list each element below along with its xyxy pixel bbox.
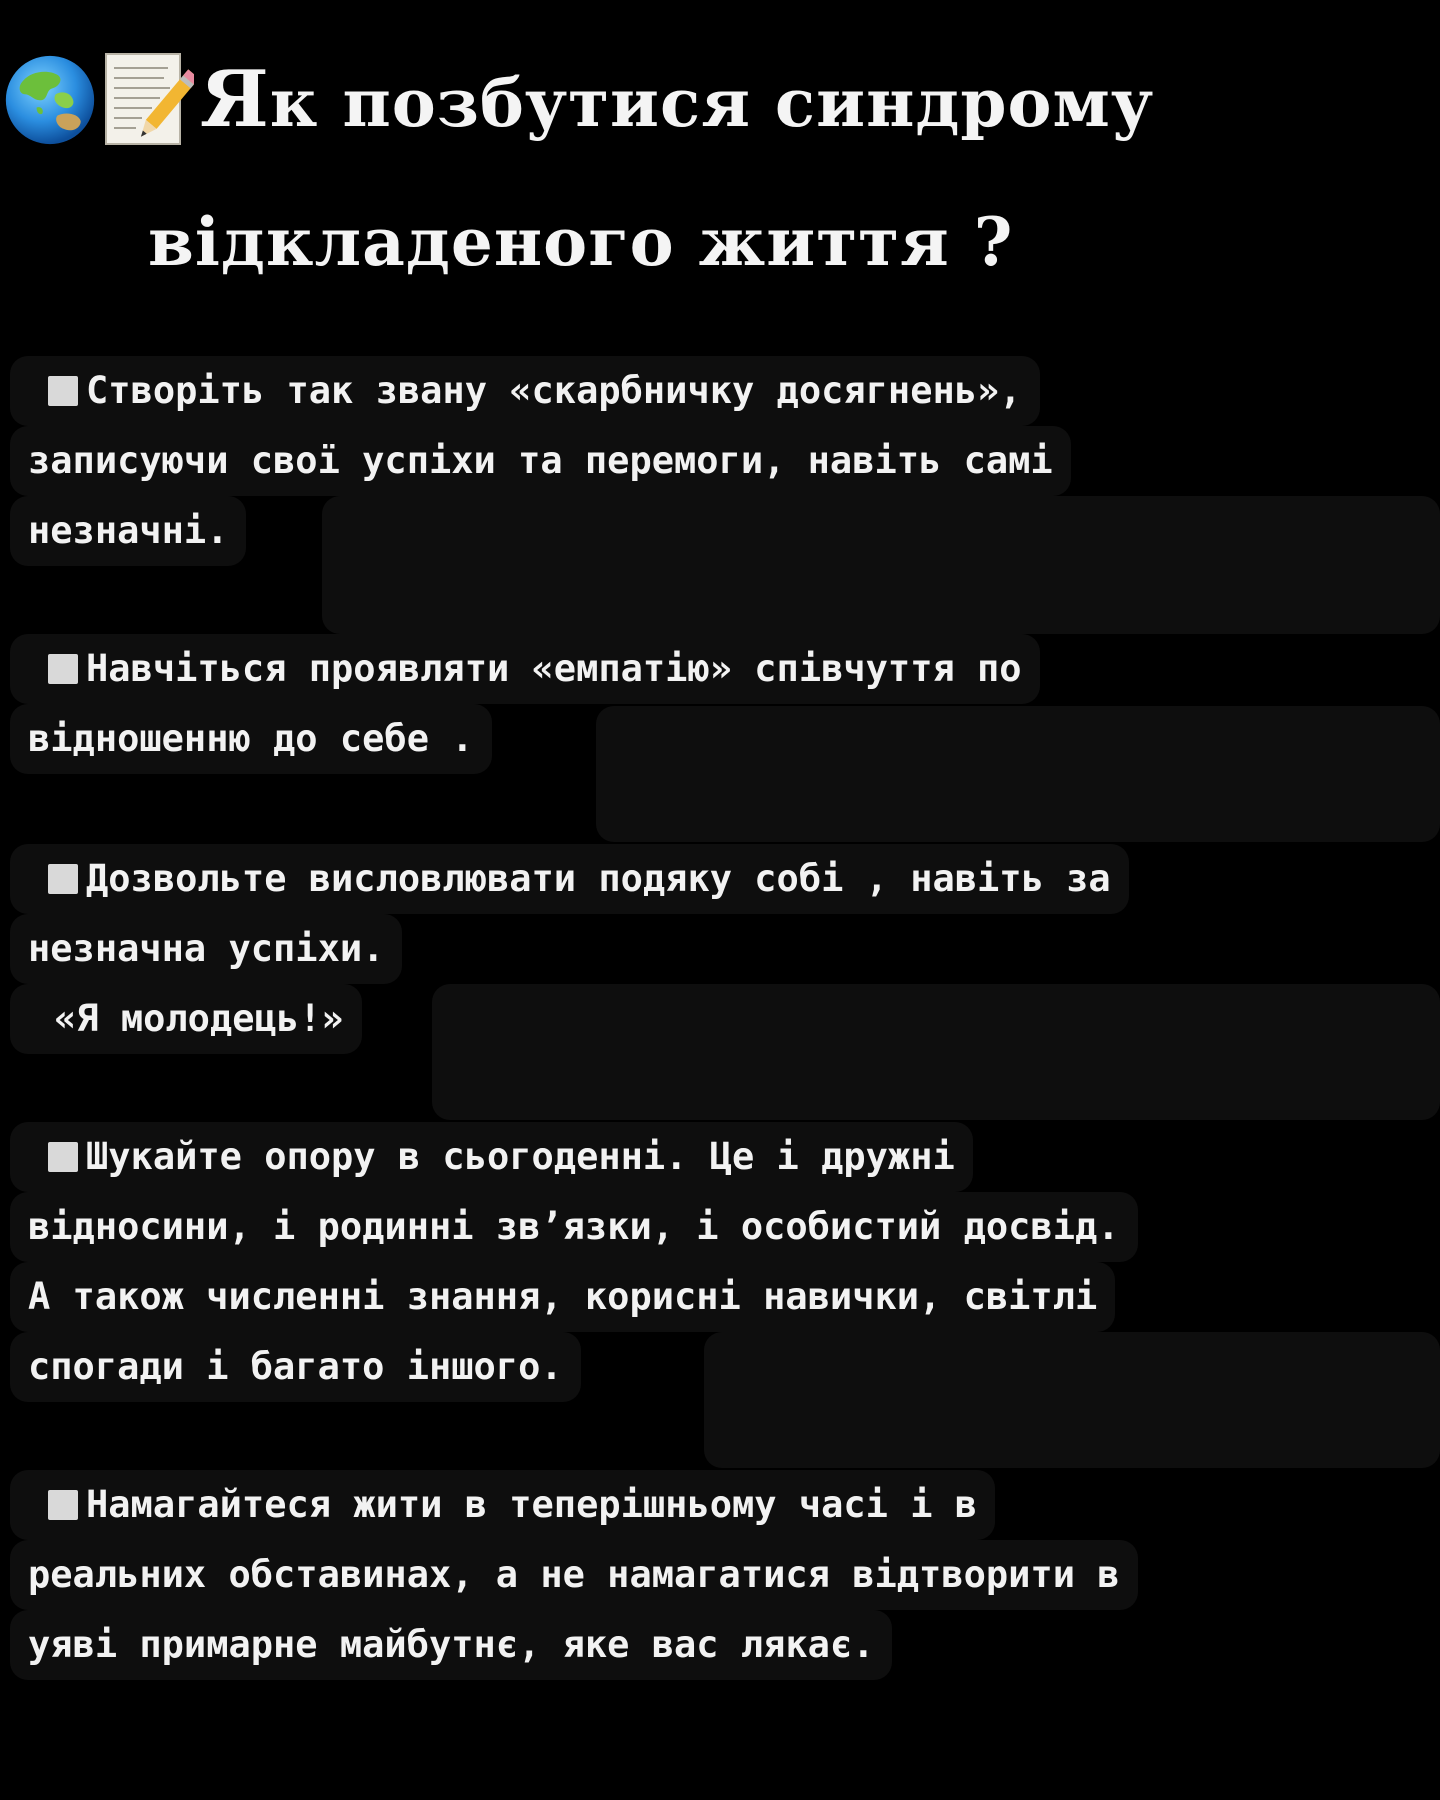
square-bullet-icon: [48, 864, 78, 894]
tip-block-5: [10, 1470, 1138, 1680]
tip-4-line-4: спогади і багато іншого.: [10, 1332, 581, 1402]
square-bullet-icon: [48, 1490, 78, 1520]
tip-4-line-3: А також численні знання, корисні навички, світлі: [10, 1262, 1115, 1332]
tip-4-line-2: відносини, і родинні зв’язки, і особистий досвід.: [10, 1192, 1138, 1262]
tip-2-line-1: Навчіться проявляти «емпатію» співчуття по: [10, 634, 1040, 704]
square-bullet-icon: [48, 376, 78, 406]
tip-5-line-2: реальних обставинах, а не намагатися відтворити в: [10, 1540, 1138, 1610]
square-bullet-icon: [48, 1142, 78, 1172]
tip-5-line-3: уяві примарне майбутнє, яке вас лякає.: [10, 1610, 892, 1680]
highlight-spill: [704, 1332, 1440, 1468]
highlight-spill: [322, 496, 1440, 634]
tip-3-line-1: Дозвольте висловлювати подяку собі , навіть за: [10, 844, 1129, 914]
tip-4-line-1: Шукайте опору в сьогоденні. Це і дружні: [10, 1122, 973, 1192]
title-line-1: [2, 48, 1154, 152]
tip-3-line-2: незначна успіхи.: [10, 914, 402, 984]
tip-3-line-3: «Я молодець!»: [10, 984, 362, 1054]
title-line-1-text: Як позбутися синдрому: [200, 54, 1155, 145]
tip-5-line-1: Намагайтеся жити в теперішньому часі і в: [10, 1470, 995, 1540]
highlight-spill: [432, 984, 1440, 1120]
tip-2-line-2: відношенню до себе .: [10, 704, 492, 774]
square-bullet-icon: [48, 654, 78, 684]
highlight-spill: [596, 706, 1440, 842]
tip-1-line-2: записуючи свої успіхи та перемоги, навіть самі: [10, 426, 1071, 496]
title-line-2: [148, 196, 1013, 288]
tip-1-line-3: незначні.: [10, 496, 246, 566]
globe-icon: [2, 52, 98, 148]
tip-1-line-1: Створіть так звану «скарбничку досягнень»,: [10, 356, 1040, 426]
memo-pencil-icon: [102, 50, 194, 150]
title-line-2-text: відкладеного життя ?: [148, 203, 1014, 281]
